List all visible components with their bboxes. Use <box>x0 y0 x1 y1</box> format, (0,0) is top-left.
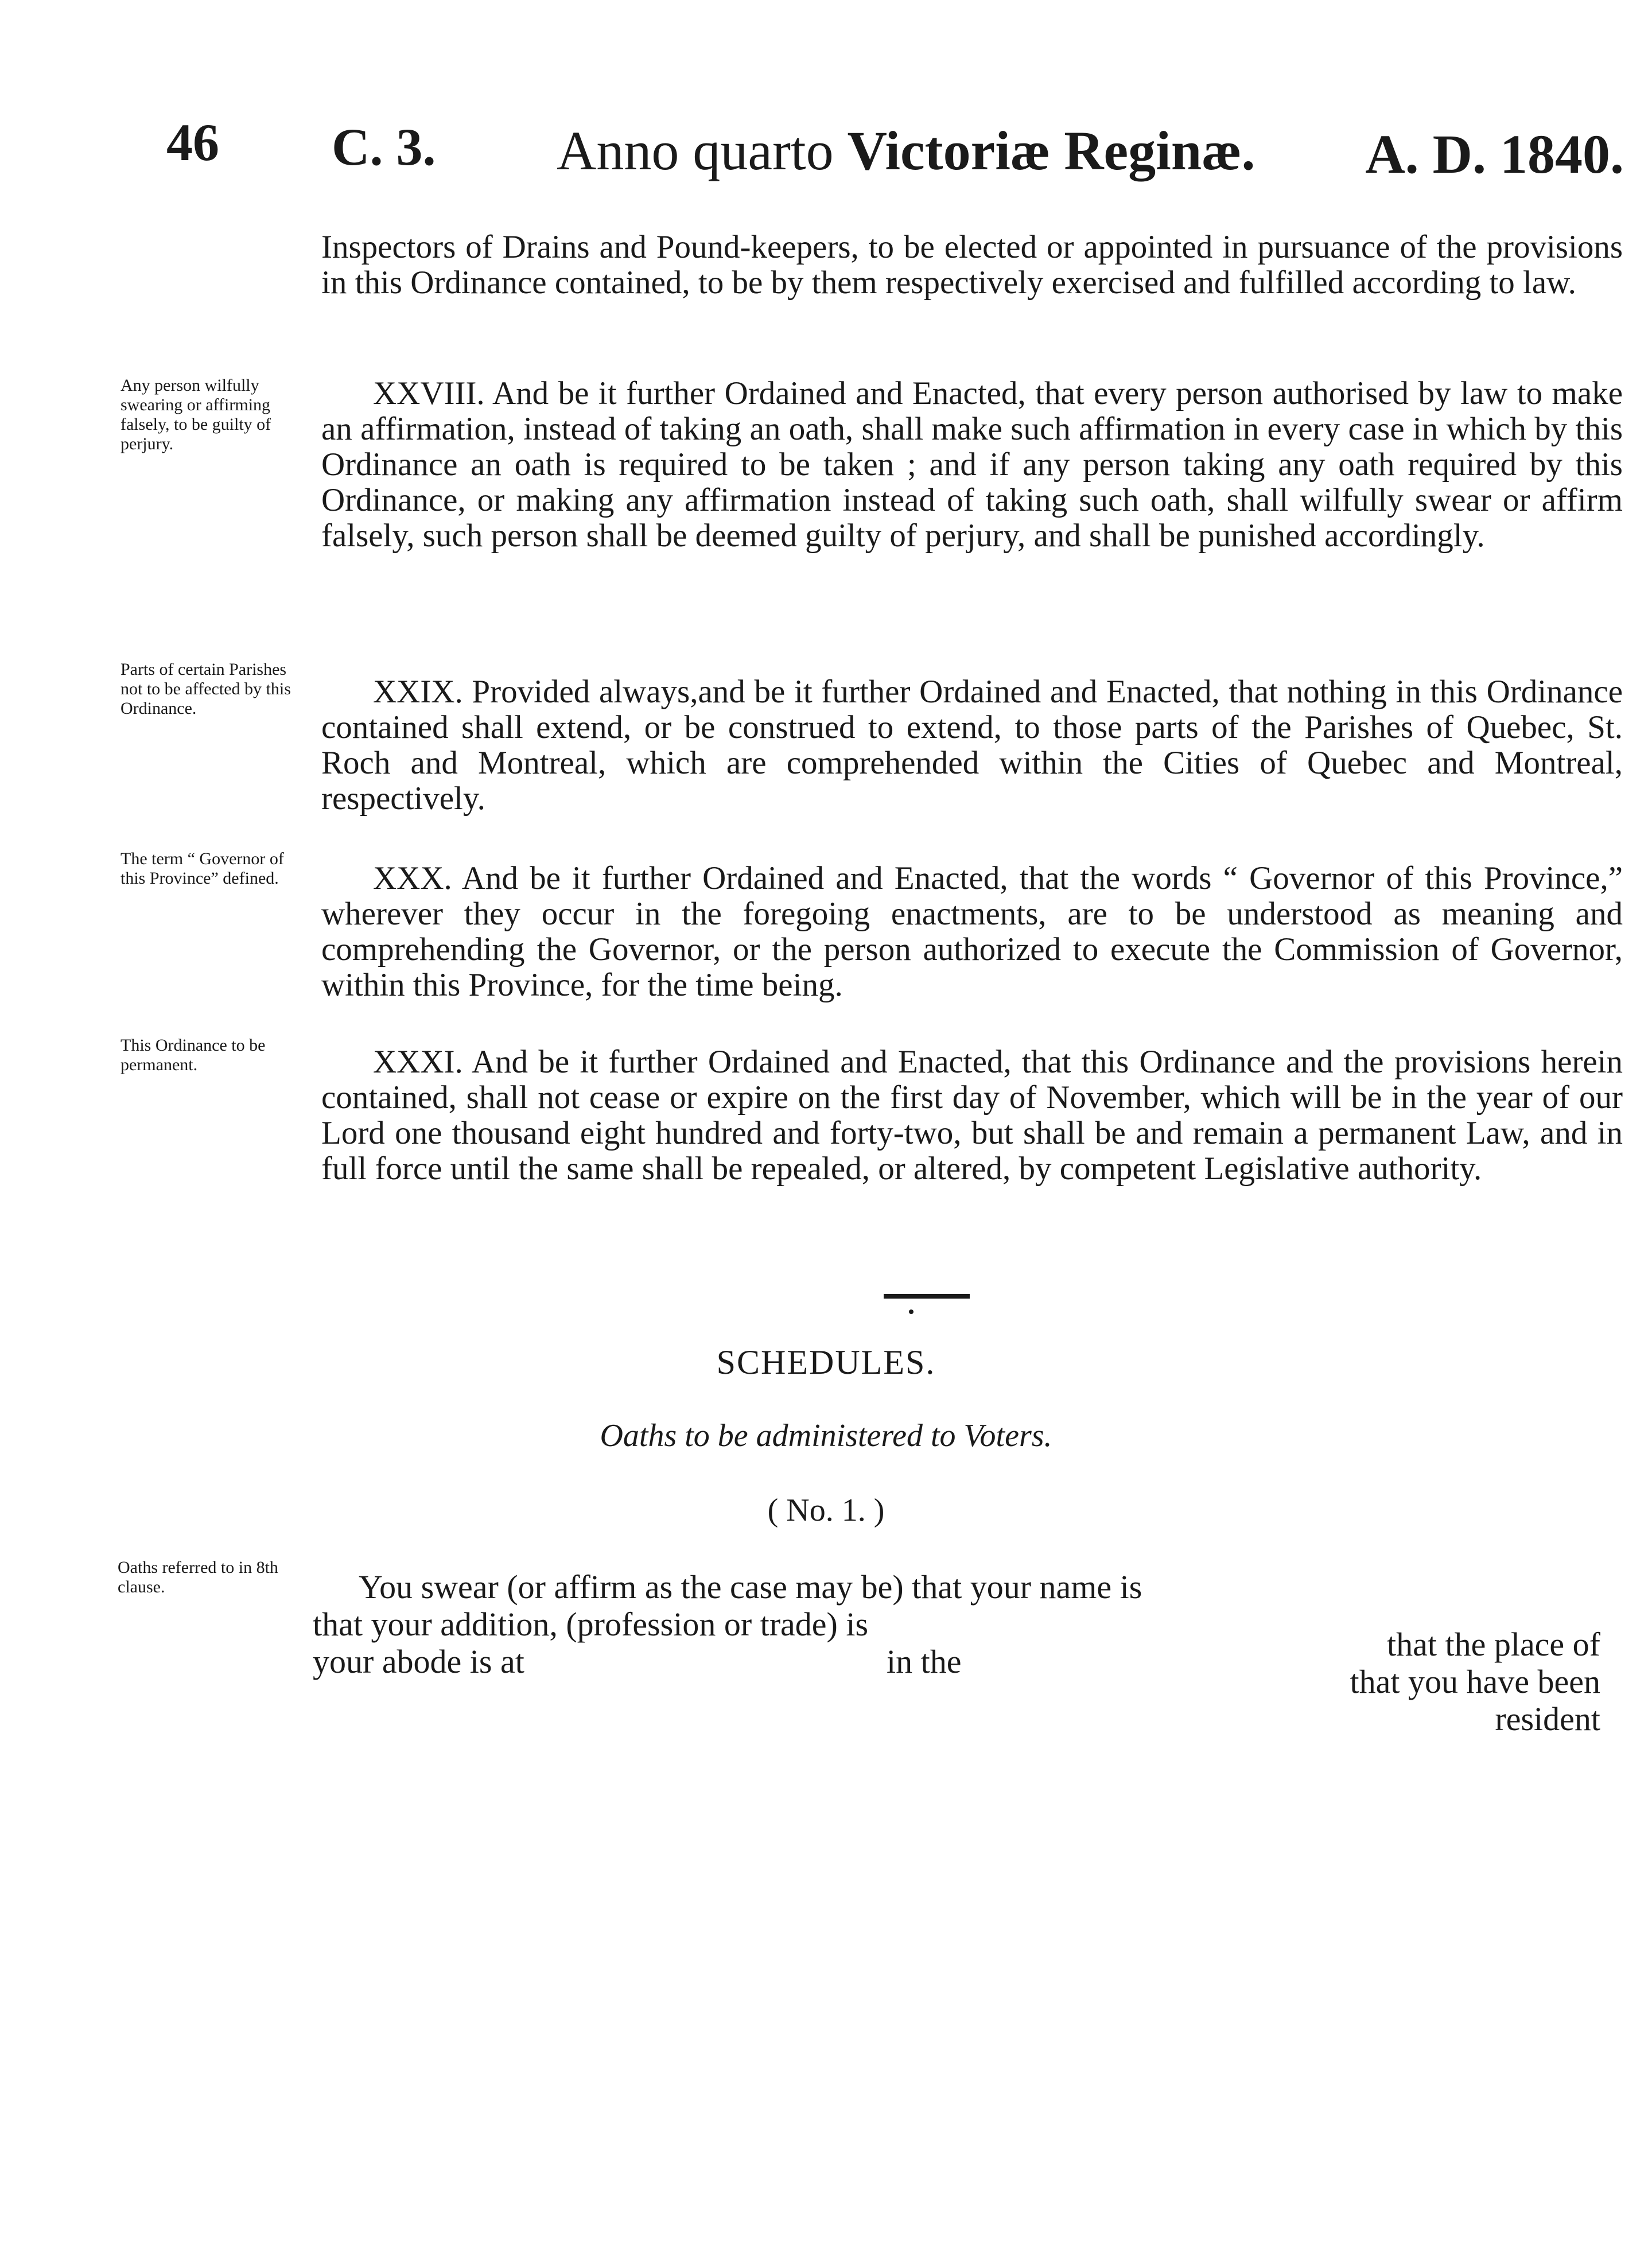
divider-dot <box>909 1309 914 1314</box>
section-xxx-text: XXX. And be it further Ordained and Enacted, that the words “ Governor of this Province,” wherever they occur in the foregoing enactments, are to be understood as meaning and comprehending the Governor, or the person authorized to execute the Commission of Governor, within this Province, for the time being. <box>321 860 1623 1003</box>
running-title <box>557 119 1255 182</box>
oath-line-1: You swear (or affirm as the case may be) that your name is <box>359 1568 1142 1606</box>
section-xxix <box>321 674 1623 817</box>
margin-note-perjury: Any person wilfully swearing or affirming falsely, to be guilty of perjury. <box>121 376 271 453</box>
oath-line-2: that your addition, (profession or trade) is <box>313 1606 869 1643</box>
margin-note-permanent: This Ordinance to be permanent. <box>121 1036 266 1074</box>
page-number: 46 <box>166 113 219 172</box>
oath-right-3: resident <box>1495 1700 1600 1738</box>
schedule-number: ( No. 1. ) <box>767 1493 885 1528</box>
margin-note-oaths: Oaths referred to in 8th clause. <box>118 1558 278 1596</box>
oath-line-3b: in the <box>887 1643 962 1680</box>
oath-right-2: that you have been <box>1350 1663 1600 1700</box>
oath-line-3a: your abode is at <box>313 1643 524 1680</box>
intro-text: Inspectors of Drains and Pound-keepers, to be elected or appointed in pursuance of the provisions in this Ordinance contained, to be by them respectively exercised and fulfilled according to law. <box>321 229 1623 301</box>
section-divider <box>884 1294 970 1299</box>
section-xxx <box>321 861 1623 1003</box>
margin-note-parishes: Parts of certain Parishes not to be affected by this Ordinance. <box>121 660 291 718</box>
running-header <box>155 112 1624 198</box>
schedules-subheading: Oaths to be administered to Voters. <box>600 1418 1052 1454</box>
title-bold: Victoriæ Reginæ. <box>847 120 1255 181</box>
chapter-number: C. 3. <box>332 118 436 176</box>
section-xxxi <box>321 1044 1623 1187</box>
section-xxxi-text: XXXI. And be it further Ordained and Enacted, that this Ordinance and the provisions herein contained, shall not cease or expire on the first day of November, which will be in the year of our Lord one thousand eight hundred and forty-two, but shall be and remain a permanent Law, and in full force until the same shall be repealed, or altered, by competent Legislative authority. <box>321 1044 1623 1187</box>
schedules-heading: SCHEDULES. <box>716 1343 936 1381</box>
oath-right-1: that the place of <box>1387 1626 1600 1663</box>
margin-note-governor: The term “ Governor of this Province” defined. <box>121 849 284 888</box>
section-xxviii <box>321 376 1623 554</box>
year-label: A. D. 1840. <box>1365 123 1624 185</box>
title-start: Anno quarto <box>557 120 848 181</box>
intro-paragraph <box>321 230 1623 301</box>
section-xxviii-text: XXVIII. And be it further Ordained and Enacted, that every person authorised by law to make an affirmation, instead of taking an oath, shall make such affirmation in every case in which by this Ordinance an oath is required to be taken ; and if any person taking any oath required by this Ordinance, or making any affirmation instead of taking such oath, shall wilfully swear or affirm falsely, such person shall be deemed guilty of perjury, and shall be punished accordingly. <box>321 375 1623 554</box>
section-xxix-text: XXIX. Provided always,and be it further Ordained and Enacted, that nothing in this Ordinance contained shall extend, or be construed to extend, to those parts of the Parishes of Quebec, St. Roch and Montreal, which are comprehended within the Cities of Quebec and Montreal, respectively. <box>321 674 1623 817</box>
